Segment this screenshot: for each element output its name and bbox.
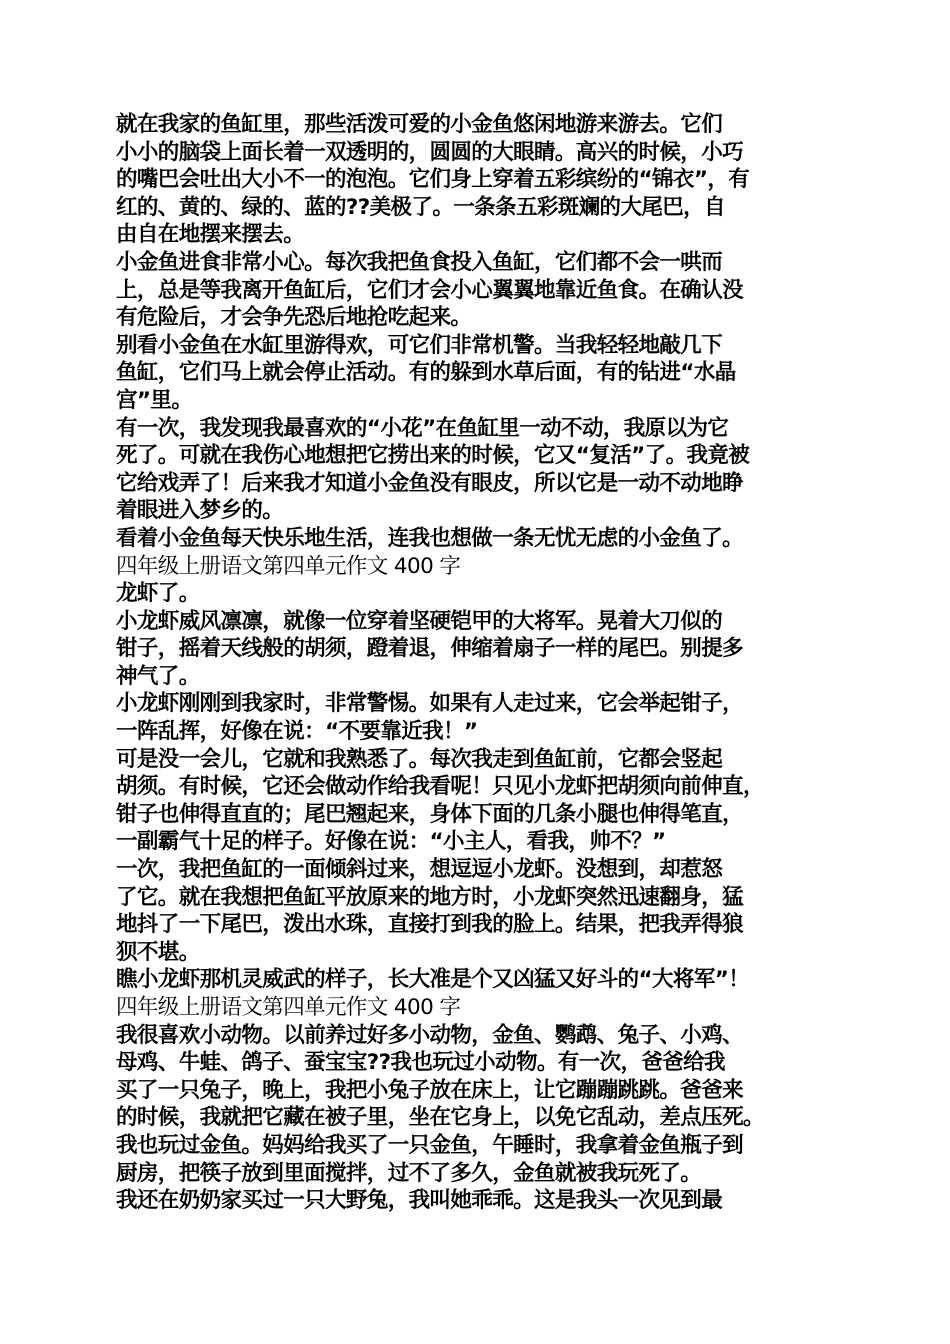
text-line: 胡须。有时候，它还会做动作给我看呢！只见小龙虾把胡须向前伸直，: [116, 774, 764, 800]
text-line: 死了。可就在我伤心地想把它捞出来的时候，它又“复活”了。我竟被: [116, 443, 750, 469]
text-line: 看着小金鱼每天快乐地生活，连我也想做一条无忧无虑的小金鱼了。: [116, 525, 744, 551]
text-line: 鱼缸，它们马上就会停止活动。有的躲到水草后面，有的钻进“水晶: [116, 360, 736, 386]
text-line: 可是没一会儿，它就和我熟悉了。每次我走到鱼缸前，它都会竖起: [116, 746, 723, 772]
text-line: 我还在奶奶家买过一只大野兔，我叫她乖乖。这是我头一次见到最: [116, 1188, 723, 1214]
text-line: 一阵乱挥，好像在说：“不要靠近我！”: [116, 719, 478, 745]
text-line: 红的、黄的、绿的、蓝的??美极了。一条条五彩斑斓的大尾巴，自: [116, 194, 725, 220]
text-line: 神气了。: [116, 663, 200, 689]
text-line: 买了一只兔子，晚上，我把小兔子放在床上，让它蹦蹦跳跳。爸爸来: [116, 1077, 744, 1103]
text-line: 狈不堪。: [116, 939, 200, 965]
text-line: 小金鱼进食非常小心。每次我把鱼食投入鱼缸，它们都不会一哄而: [116, 249, 723, 275]
text-line: 的时候，我就把它藏在被子里，坐在它身上，以免它乱动，差点压死。: [116, 1105, 764, 1131]
text-line: 母鸡、牛蛙、鸽子、蚕宝宝??我也玩过小动物。有一次，爸爸给我: [116, 1050, 725, 1076]
text-line: 地抖了一下尾巴，泼出水珠，直接打到我的脸上。结果，把我弄得狼: [116, 912, 744, 938]
text-line: 龙虾了。: [116, 581, 200, 607]
text-line: 别看小金鱼在水缸里游得欢，可它们非常机警。当我轻轻地敲几下: [116, 332, 723, 358]
text-line: 小龙虾威风凛凛，就像一位穿着坚硬铠甲的大将军。晃着大刀似的: [116, 608, 723, 634]
text-line: 钳子也伸得直直的；尾巴翘起来，身体下面的几条小腿也伸得笔直，: [116, 801, 744, 827]
text-line: 钳子，摇着天线般的胡须，蹬着退，伸缩着扇子一样的尾巴。别提多: [116, 636, 744, 662]
text-line: 有危险后，才会争先恐后地抢吃起来。: [116, 305, 472, 331]
text-line: 由自在地摆来摆去。: [116, 222, 305, 248]
text-line: 了它。就在我想把鱼缸平放原来的地方时，小龙虾突然迅速翻身，猛: [116, 884, 744, 910]
text-line: 厨房，把筷子放到里面搅拌，过不了多久，金鱼就被我玩死了。: [116, 1160, 702, 1186]
text-line: 小龙虾刚刚到我家时，非常警惕。如果有人走过来，它会举起钳子，: [116, 691, 744, 717]
text-line: 就在我家的鱼缸里，那些活泼可爱的小金鱼悠闲地游来游去。它们: [116, 112, 723, 137]
text-line: 瞧小龙虾那机灵威武的样子，长大准是个又凶猛又好斗的“大将军”！: [116, 967, 750, 993]
text-line: 的嘴巴会吐出大小不一的泡泡。它们身上穿着五彩缤纷的“锦衣”，有: [116, 167, 750, 193]
document-body: [116, 111, 861, 1215]
text-line: 着眼进入梦乡的。: [116, 498, 284, 524]
text-line: 一次，我把鱼缸的一面倾斜过来，想逗逗小龙虾。没想到，却惹怒: [116, 857, 723, 883]
text-line: 我很喜欢小动物。以前养过好多小动物，金鱼、鹦鹉、兔子、小鸡、: [116, 1022, 744, 1048]
text-line: 它给戏弄了！后来我才知道小金鱼没有眼皮，所以它是一动不动地睁: [116, 470, 744, 496]
text-line: 上，总是等我离开鱼缸后，它们才会小心翼翼地靠近鱼食。在确认没: [116, 277, 744, 303]
text-line: 有一次，我发现我最喜欢的“小花”在鱼缸里一动不动，我原以为它: [116, 415, 729, 441]
text-line: 小小的脑袋上面长着一双透明的，圆圆的大眼睛。高兴的时候，小巧: [116, 139, 744, 165]
text-line: 我也玩过金鱼。妈妈给我买了一只金鱼，午睡时，我拿着金鱼瓶子到: [116, 1132, 744, 1158]
section-heading: 四年级上册语文第四单元作文 400 字: [116, 553, 461, 579]
section-heading: 四年级上册语文第四单元作文 400 字: [116, 995, 461, 1020]
text-line: 宫”里。: [116, 387, 193, 413]
text-line: 一副霸气十足的样子。好像在说：“小主人，看我，帅不？”: [116, 829, 666, 855]
